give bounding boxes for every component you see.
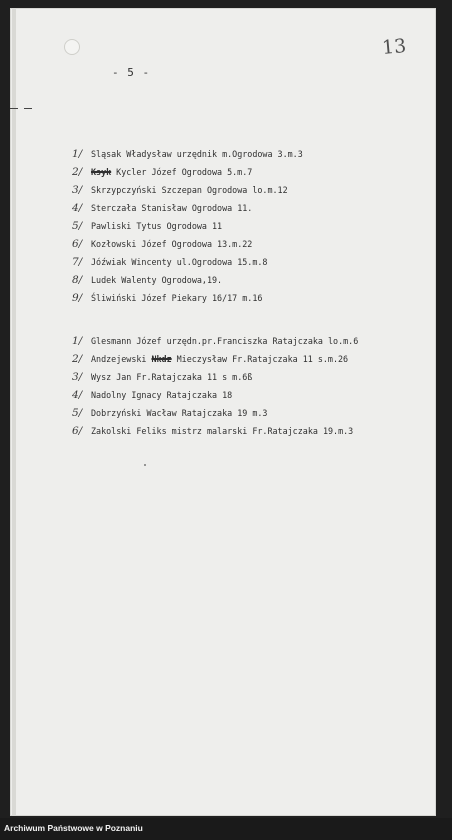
entry-number: 9/ bbox=[72, 292, 83, 304]
entry-number: 1/ bbox=[72, 148, 83, 160]
list-item bbox=[72, 389, 432, 407]
entry-text: Pawliski Tytus Ogrodowa 11 bbox=[91, 221, 223, 231]
list-item bbox=[72, 256, 432, 274]
struck-text: Ksyk bbox=[91, 167, 112, 177]
entry-number: 4/ bbox=[72, 202, 83, 214]
entry-text: Zakolski Feliks mistrz malarski Fr.Ratajczaka 19.m.3 bbox=[91, 426, 354, 436]
punch-hole bbox=[64, 39, 80, 55]
archive-number: 13 bbox=[380, 34, 407, 60]
page-number: - 5 - bbox=[112, 66, 151, 79]
entry-list-ogrodowa bbox=[72, 148, 432, 310]
list-item bbox=[72, 292, 432, 310]
entry-number: 2/ bbox=[72, 166, 83, 178]
list-item bbox=[72, 220, 432, 238]
margin-marks bbox=[10, 108, 50, 114]
list-item bbox=[72, 407, 432, 425]
entry-number: 8/ bbox=[72, 274, 83, 286]
ink-dot bbox=[144, 464, 146, 466]
entry-number: 5/ bbox=[72, 407, 83, 419]
entry-text: Kozłowski Józef Ogrodowa 13.m.22 bbox=[91, 239, 253, 249]
entry-text: Ludek Walenty Ogrodowa,19. bbox=[91, 275, 223, 285]
list-item bbox=[72, 371, 432, 389]
struck-text: Nkdz bbox=[151, 354, 172, 364]
entry-text: Sląsak Władysław urzędnik m.Ogrodowa 3.m.3 bbox=[91, 149, 303, 159]
entry-number: 4/ bbox=[72, 389, 83, 401]
entry-text: Sterczała Stanisław Ogrodowa 11. bbox=[91, 203, 253, 213]
list-item bbox=[72, 425, 432, 443]
entry-text: Wysz Jan Fr.Ratajczaka 11 s m.6ß bbox=[91, 372, 253, 382]
entry-text: Nadolny Ignacy Ratajczaka 18 bbox=[91, 390, 233, 400]
entry-number: 5/ bbox=[72, 220, 83, 232]
archive-label: Archiwum Państwowe w Poznaniu bbox=[4, 823, 143, 833]
entry-number: 2/ bbox=[72, 353, 83, 365]
entry-text: Skrzypczyński Szczepan Ogrodowa lo.m.12 bbox=[91, 185, 288, 195]
entry-text: Mieczysław Fr.Ratajczaka 11 s.m.26 bbox=[176, 354, 349, 364]
entry-text: Dobrzyński Wacław Ratajczaka 19 m.3 bbox=[91, 408, 268, 418]
document-page bbox=[10, 8, 436, 816]
list-item bbox=[72, 166, 432, 184]
archive-footer bbox=[0, 818, 452, 840]
entry-text: Kycler Józef Ogrodowa 5.m.7 bbox=[116, 167, 253, 177]
list-item bbox=[72, 274, 432, 292]
list-item bbox=[72, 238, 432, 256]
list-item bbox=[72, 148, 432, 166]
entry-number: 3/ bbox=[72, 184, 83, 196]
entry-text-prefix: Andzejewski bbox=[91, 354, 147, 364]
entry-number: 7/ bbox=[72, 256, 83, 268]
entry-list-ratajczaka bbox=[72, 335, 432, 443]
entry-text: Śliwiński Józef Piekary 16/17 m.16 bbox=[91, 293, 263, 303]
entry-number: 6/ bbox=[72, 238, 83, 250]
entry-number: 6/ bbox=[72, 425, 83, 437]
list-item bbox=[72, 202, 432, 220]
list-item bbox=[72, 335, 432, 353]
list-item bbox=[72, 353, 432, 371]
entry-text: Glesmann Józef urzędn.pr.Franciszka Ratajczaka lo.m.6 bbox=[91, 336, 359, 346]
list-item bbox=[72, 184, 432, 202]
entry-text: Jóźwiak Wincenty ul.Ogrodowa 15.m.8 bbox=[91, 257, 268, 267]
entry-number: 1/ bbox=[72, 335, 83, 347]
entry-number: 3/ bbox=[72, 371, 83, 383]
